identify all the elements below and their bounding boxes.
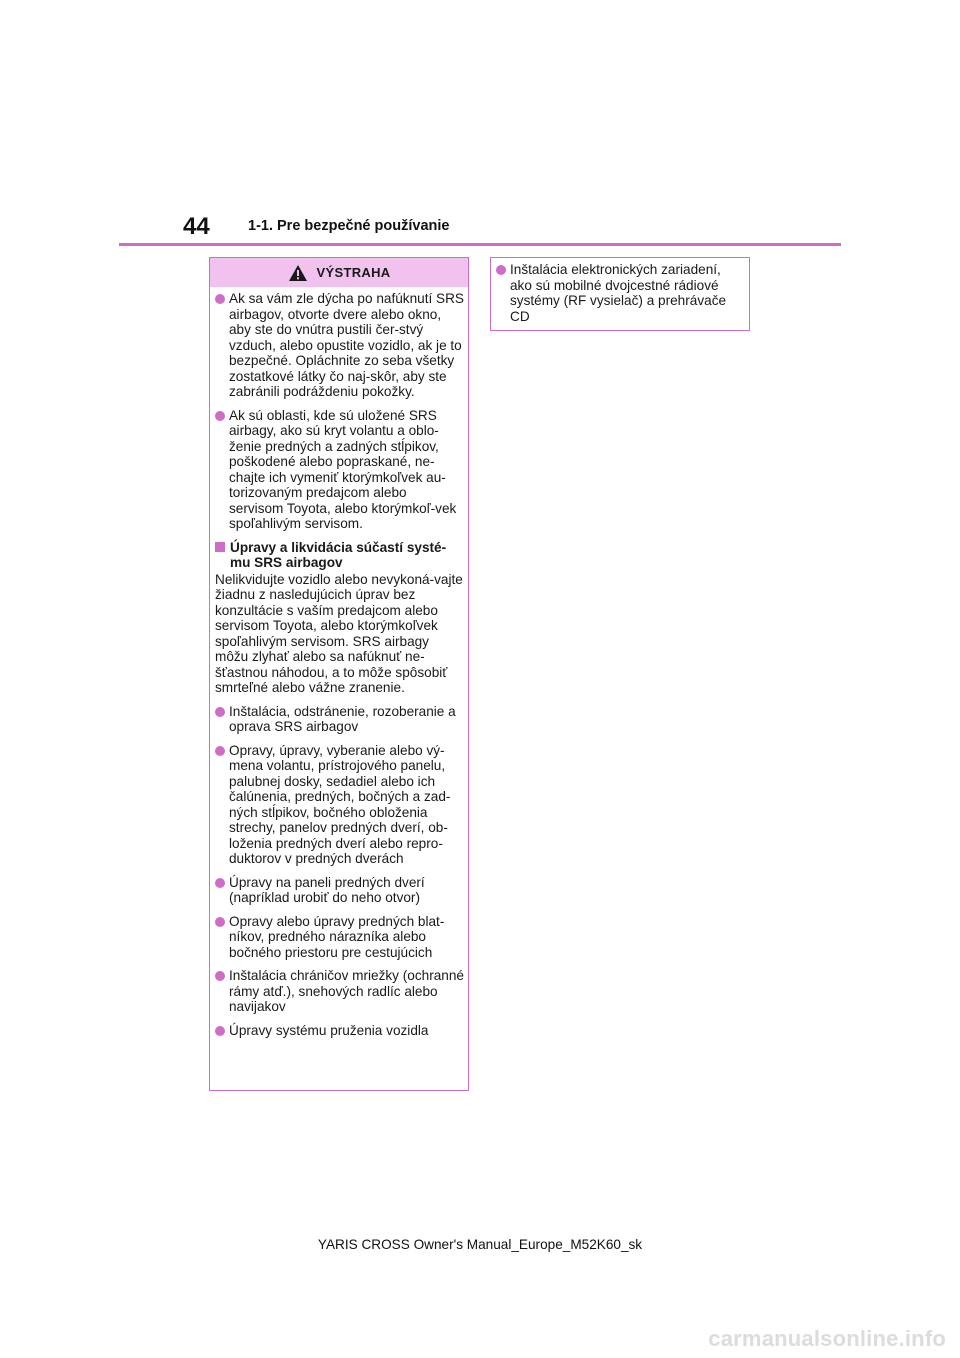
page-number: 44 xyxy=(183,213,210,240)
bullet-circle-icon xyxy=(215,917,225,927)
section-title: 1-1. Pre bezpečné používanie xyxy=(248,218,450,234)
bullet-circle-icon xyxy=(215,1026,225,1036)
square-bullet-icon xyxy=(215,542,225,552)
bullet-circle-icon xyxy=(215,707,225,717)
bullet-circle-icon xyxy=(215,294,225,304)
list-item: Ak sú oblasti, kde sú uložené SRS airbagy, ako sú kryt volantu a oblo-ženie predných a zadných stĺpikov, poškodené alebo popraskané, ne-chajte ich vymeniť ktorýmkoľvek au-torizovaným predajcom alebo servisom Toyota, alebo ktorýmkoľ-vek spoľahlivým servisom. xyxy=(215,408,464,532)
bullet-circle-icon xyxy=(215,746,225,756)
bullet-circle-icon xyxy=(496,265,506,275)
list-item: Úpravy systému pruženia vozidla xyxy=(215,1023,464,1039)
footer-manual-id: YARIS CROSS Owner's Manual_Europe_M52K60_sk xyxy=(317,1237,643,1252)
warning-continuation-box xyxy=(490,257,750,331)
list-item: Úpravy na paneli predných dverí (napríklad urobiť do neho otvor) xyxy=(215,875,464,906)
list-item: Inštalácia elektronických zariadení, ako sú mobilné dvojcestné rádiové systémy (RF vysielač) a prehrávače CD xyxy=(496,262,745,324)
warning-continuation-body xyxy=(491,258,749,324)
warning-title: VÝSTRAHA xyxy=(316,265,391,280)
warning-paragraph: Nelikvidujte vozidlo alebo nevykoná-vajte žiadnu z nasledujúcich úprav bez konzultácie s vaším predajcom alebo servisom Toyota, alebo ktorýmkoľvek spoľahlivým servisom. SRS airbagy môžu zlyhať alebo sa nafúknuť ne-šťastnou náhodou, a to môže spôsobiť smrteľné alebo vážne zranenie. xyxy=(215,571,463,695)
bullet-circle-icon xyxy=(215,878,225,888)
subsection-heading: Úpravy a likvidácia súčastí systé-mu SRS airbagov xyxy=(215,540,464,571)
bullet-circle-icon xyxy=(215,411,225,421)
bullet-circle-icon xyxy=(215,971,225,981)
list-item: Opravy alebo úpravy predných blat-níkov, predného nárazníka alebo bočného priestoru pre cestujúcich xyxy=(215,914,464,961)
list-item: Inštalácia, odstránenie, rozoberanie a oprava SRS airbagov xyxy=(215,704,464,735)
warning-box xyxy=(209,257,469,1091)
header-divider xyxy=(119,243,841,246)
warning-header xyxy=(210,258,468,287)
list-item: Inštalácia chráničov mriežky (ochranné rámy atď.), snehových radlíc alebo navijakov xyxy=(215,968,464,1015)
list-item: Opravy, úpravy, vyberanie alebo vý-mena volantu, prístrojového panelu, palubnej dosky, sedadiel alebo ich čalúnenia, predných, bočných a zad-ných stĺpikov, bočného obloženia strechy, panelov predných dverí, ob-loženia predných dverí alebo repro-duktorov v predných dverách xyxy=(215,743,464,867)
list-item: Ak sa vám zle dýcha po nafúknutí SRS airbagov, otvorte dvere alebo okno, aby ste do vnútra pustili čer-stvý vzduch, alebo opustite vozidlo, ak je to bezpečné. Opláchnite zo seba všetky zostatkové látky čo naj-skôr, aby ste zabránili podráždeniu pokožky. xyxy=(215,291,464,400)
warning-body xyxy=(210,287,468,1038)
watermark: carmanualsonline.info xyxy=(708,1326,946,1351)
warning-triangle-icon xyxy=(288,264,308,282)
